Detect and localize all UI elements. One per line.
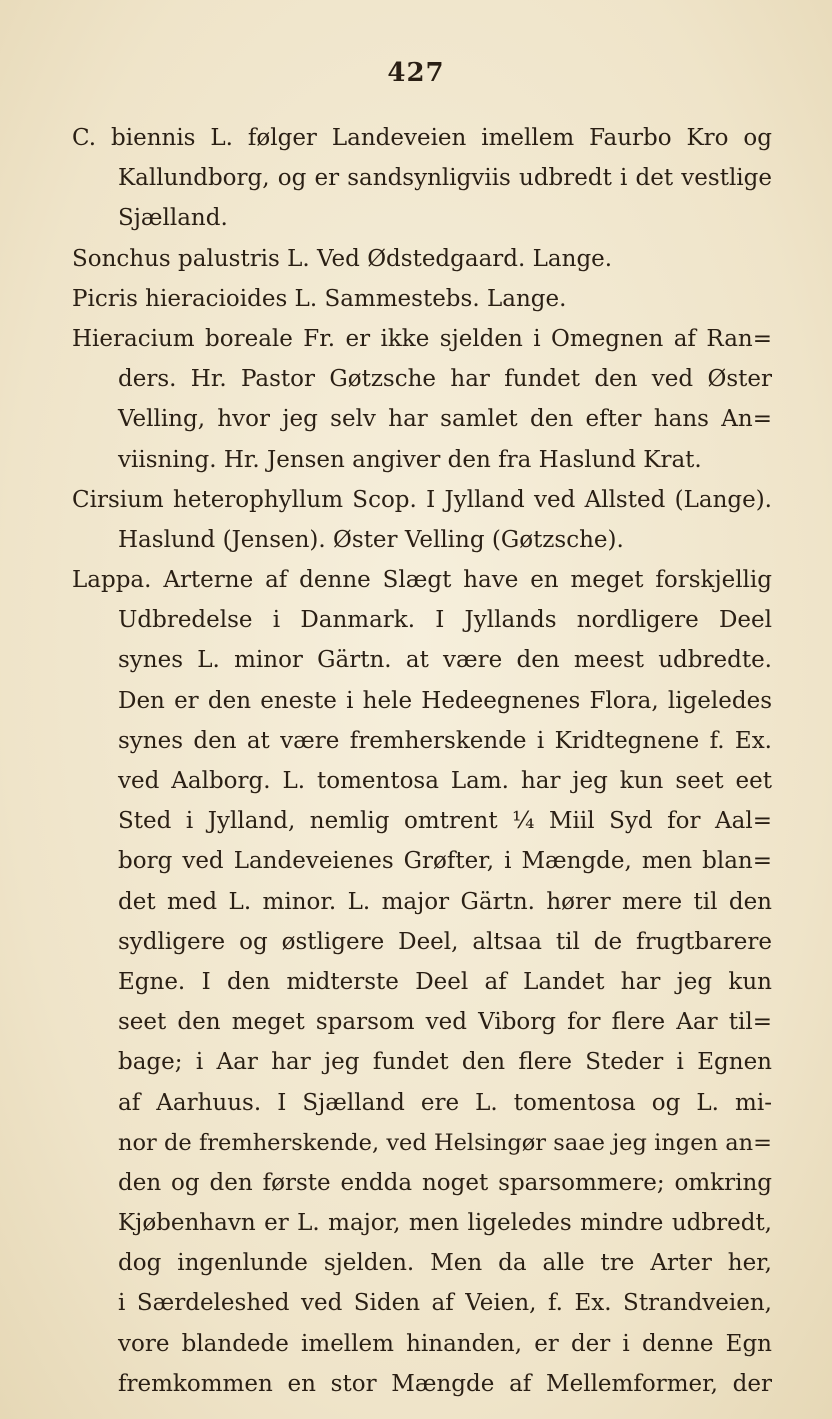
- text-line: ved Aalborg. L. tomentosa Lam. har jeg kun seet eet: [118, 768, 772, 794]
- text-line: borg ved Landeveienes Grøfter, i Mængde, men blan=: [118, 848, 772, 875]
- text-line: seet den meget sparsom ved Viborg for flere Aar til=: [118, 1009, 772, 1036]
- text-line: bage; i Aar har jeg fundet den flere Steder i Egnen: [118, 1049, 772, 1076]
- text-line: Udbredelse i Danmark. I Jyllands nordligere Deel: [118, 607, 772, 634]
- text-line: Cirsium heterophyllum Scop. I Jylland ved Allsted (Lange).: [72, 486, 772, 513]
- text-line: vore blandede imellem hinanden, er der i denne Egn: [118, 1330, 772, 1357]
- page-body-text: [72, 118, 772, 1404]
- text-line: nor de fremherskende, ved Helsingør saae jeg ingen an=: [118, 1129, 772, 1156]
- text-line: Sted i Jylland, nemlig omtrent ¼ Miil Syd for Aal=: [118, 808, 772, 835]
- text-line: Hieracium boreale Fr. er ikke sjelden i Omegnen af Ran=: [72, 325, 772, 352]
- text-line: synes L. minor Gärtn. at være den meest udbredte.: [118, 647, 772, 674]
- text-line: Kjøbenhavn er L. major, men ligeledes mindre udbredt,: [118, 1210, 772, 1237]
- text-line: fremkommen en stor Mængde af Mellemformer, der: [118, 1370, 772, 1397]
- text-line: Haslund (Jensen). Øster Velling (Gøtzsche).: [118, 526, 624, 553]
- page-number: 427: [387, 58, 445, 88]
- text-line: synes den at være fremherskende i Kridtegnene f. Ex.: [118, 727, 772, 754]
- text-line: det med L. minor. L. major Gärtn. hører mere til den: [118, 888, 772, 915]
- text-line: Lappa. Arterne af denne Slægt have en meget forskjellig: [72, 567, 772, 594]
- text-line: dog ingenlunde sjelden. Men da alle tre Arter her,: [118, 1250, 772, 1277]
- text-line: af Aarhuus. I Sjælland ere L. tomentosa og L. mi-: [118, 1089, 772, 1116]
- text-line: Kallundborg, og er sandsynligviis udbredt i det vestlige: [118, 165, 772, 192]
- text-line: Den er den eneste i hele Hedeegnenes Flora, ligeledes: [118, 687, 772, 714]
- text-line: Egne. I den midterste Deel af Landet har jeg kun: [118, 968, 772, 995]
- text-line: den og den første endda noget sparsommere; omkring: [118, 1169, 772, 1196]
- text-line: Sonchus palustris L. Ved Ødstedgaard. Lange.: [72, 245, 613, 272]
- text-line: sydligere og østligere Deel, altsaa til de frugtbarere: [118, 928, 772, 955]
- text-line: i Særdeleshed ved Siden af Veien, f. Ex. Strandveien,: [118, 1290, 772, 1317]
- text-line: ders. Hr. Pastor Gøtzsche har fundet den ved Øster: [118, 366, 772, 393]
- text-line: Picris hieracioides L. Sammestebs. Lange.: [72, 285, 567, 312]
- text-line: Velling, hvor jeg selv har samlet den efter hans An=: [118, 406, 772, 433]
- text-line: viisning. Hr. Jensen angiver den fra Haslund Krat.: [118, 446, 702, 473]
- text-line: Sjælland.: [118, 205, 228, 232]
- text-line: C. biennis L. følger Landeveien imellem Faurbo Kro og: [72, 125, 772, 151]
